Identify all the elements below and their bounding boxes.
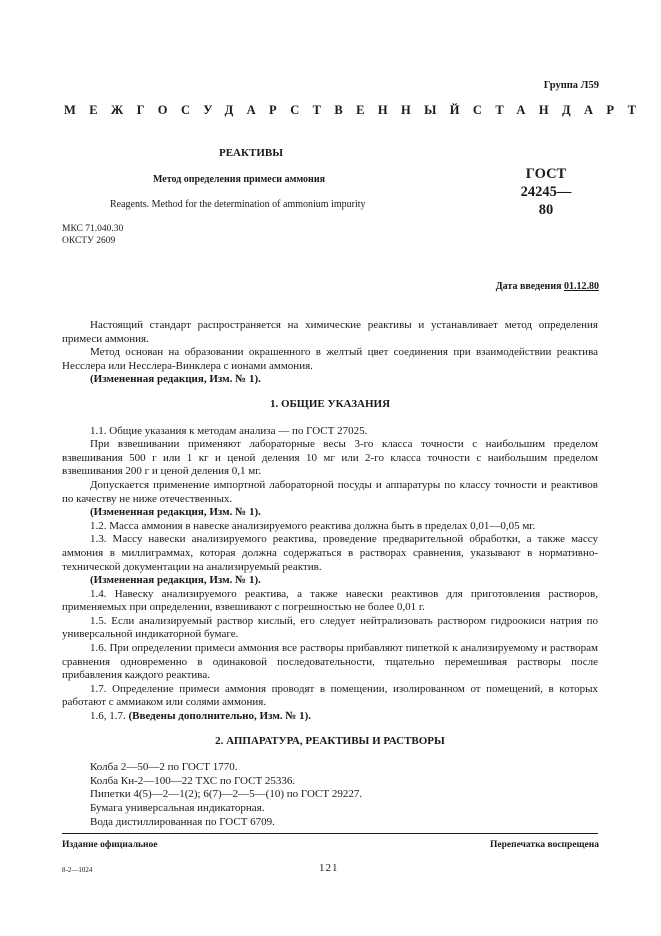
clause-paragraph: При взвешивании применяют лабораторные весы 3-го класса точности с наибольшим пределом взвешивания 500 г или 1 кг и ценой деления 10 мг или 2-го класса точности с наибольшим пределом взвешивания 200 г и ценой деления 0,1 мг.	[62, 438, 598, 478]
clause-paragraph: 1.6. При определении примеси аммония все растворы прибавляют пипеткой к анализируемому и растворам сравнения одновременно в одинаковой последовательности, тщательно перемешивая растворы после прибавления каждого реактива.	[62, 642, 598, 682]
clause-paragraph: 1.2. Масса аммония в навеске анализируемого реактива должна быть в пределах 0,01—0,05 мг.	[90, 519, 536, 532]
official-edition-label: Издание официальное	[62, 840, 158, 850]
banner-left: МЕЖГОСУДАРСТВЕННЫЙ	[64, 103, 473, 117]
classification-codes	[62, 223, 123, 247]
amendment-note: (Измененная редакция, Изм. № 1).	[90, 373, 261, 386]
equipment-item: Бумага универсальная индикаторная.	[90, 802, 265, 814]
date-label: Дата введения	[495, 281, 562, 292]
document-body	[62, 319, 598, 829]
amendment-note: (Измененная редакция, Изм. № 1).	[90, 506, 261, 519]
gost-designation	[514, 165, 578, 219]
group-label: Группа Л59	[543, 80, 599, 91]
clause-paragraph: Допускается применение импортной лабораторной посуды и аппаратуры по классу точности и реактивов по качеству не ниже отечественных.	[62, 478, 598, 505]
clause-paragraph: 1.1. Общие указания к методам анализа — по ГОСТ 27025.	[90, 424, 368, 437]
intro-paragraph: Метод основан на образовании окрашенного в желтый цвет соединения при взаимодействии реактива Несслера или Несслера-Винклера с ионами аммония.	[62, 346, 598, 372]
print-code: 8-2—1024	[62, 866, 93, 874]
amendment-note: (Измененная редакция, Изм. № 1).	[90, 574, 261, 587]
mks-code: МКС 71.040.30	[62, 224, 124, 234]
equipment-item: Колба 2—50—2 по ГОСТ 1770.	[90, 761, 238, 774]
clause-paragraph	[62, 710, 598, 724]
section-heading: 1. ОБЩИЕ УКАЗАНИЯ	[269, 397, 391, 410]
amendment-note: (Введены дополнительно, Изм. № 1).	[128, 710, 312, 723]
clause-paragraph: 1.4. Навеску анализируемого реактива, а также навески реактивов для приготовления растворов, применяемых при определении, взвешивают с погрешностью не более 0,01 г.	[62, 587, 598, 614]
reprint-prohibited-label: Перепечатка воспрещена	[489, 840, 599, 850]
clause-paragraph: 1.5. Если анализируемый раствор кислый, его следует нейтрализовать раствором гидроокиси натрия по универсальной индикаторной бумаге.	[62, 614, 598, 641]
gost-label: ГОСТ	[525, 166, 567, 182]
effective-date	[496, 281, 599, 292]
document-title: РЕАКТИВЫ	[219, 147, 284, 159]
footer-divider	[62, 833, 598, 834]
okstu-code: ОКСТУ 2609	[62, 236, 116, 246]
banner-right: СТАНДАРТ	[472, 103, 650, 117]
page-number: 121	[319, 862, 339, 874]
clause-ref: 1.6, 1.7.	[90, 710, 126, 723]
clause-paragraph: 1.3. Массу навески анализируемого реактива, проведение предварительной обработки, а также массу аммония в миллиграммах, которая должна содержаться в растворах сравнения, указывают в нормативно-технической документации на анализируемый реактив.	[62, 533, 598, 573]
clause-paragraph: 1.7. Определение примеси аммония проводят в помещении, изолированном от помещений, в которых работают с аммиаком или солями аммония.	[62, 682, 598, 709]
equipment-item: Вода дистиллированная по ГОСТ 6709.	[90, 815, 275, 828]
standard-banner	[64, 103, 650, 118]
date-value: 01.12.80	[564, 281, 599, 292]
intro-paragraph: Настоящий стандарт распространяется на химические реактивы и устанавливает метод определения примеси аммония.	[62, 319, 598, 345]
gost-number: 24245—80	[520, 184, 572, 218]
equipment-item: Пипетки 4(5)—2—1(2); 6(7)—2—5—(10) по ГОСТ 29227.	[90, 788, 363, 801]
equipment-item: Колба Кн-2—100—22 ТХС по ГОСТ 25336.	[90, 774, 296, 787]
english-title: Reagents. Method for the determination of ammonium impurity	[110, 199, 366, 210]
document-subtitle: Метод определения примеси аммония	[153, 174, 325, 185]
section-heading: 2. АППАРАТУРА, РЕАКТИВЫ И РАСТВОРЫ	[215, 734, 445, 747]
